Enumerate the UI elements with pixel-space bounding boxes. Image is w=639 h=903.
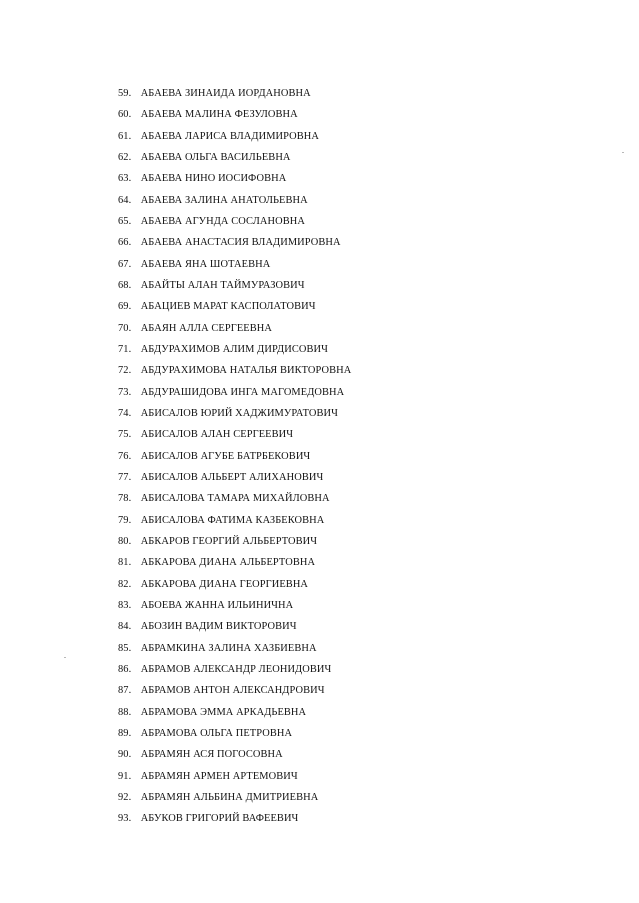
person-full-name: АБОЕВА ЖАННА ИЛЬИНИЧНА	[140, 599, 294, 611]
list-item	[118, 385, 351, 406]
item-number: 81.	[118, 557, 132, 569]
person-full-name: АБАЕВА АГУНДА СОСЛАНОВНА	[140, 215, 305, 227]
numbered-name-list	[118, 86, 351, 832]
list-item	[118, 342, 351, 363]
item-number: 65.	[118, 215, 132, 227]
item-number: 69.	[118, 301, 132, 313]
person-full-name: АБДУРАХИМОВА НАТАЛЬЯ ВИКТОРОВНА	[140, 365, 352, 377]
person-full-name: АБОЗИН ВАДИМ ВИКТОРОВИЧ	[140, 621, 297, 633]
scan-speck	[622, 152, 624, 153]
person-full-name: АБРАМОВА ОЛЬГА ПЕТРОВНА	[140, 727, 293, 739]
item-number: 61.	[118, 130, 132, 142]
list-item	[118, 449, 351, 470]
scan-speck	[64, 657, 66, 658]
list-item	[118, 726, 351, 747]
item-number: 77.	[118, 471, 132, 483]
item-number: 64.	[118, 194, 132, 206]
item-number: 88.	[118, 706, 132, 718]
item-number: 89.	[118, 727, 132, 739]
list-item	[118, 363, 351, 384]
list-item	[118, 491, 351, 512]
list-item	[118, 790, 351, 811]
item-number: 80.	[118, 535, 132, 547]
item-number: 68.	[118, 279, 132, 291]
item-number: 86.	[118, 663, 132, 675]
item-number: 59.	[118, 88, 132, 99]
person-full-name: АБАЦИЕВ МАРАТ КАСПОЛАТОВИЧ	[140, 301, 316, 313]
list-item	[118, 427, 351, 448]
person-full-name: АБИСАЛОВ АГУБЕ БАТРБЕКОВИЧ	[140, 450, 311, 462]
person-full-name: АБУКОВ ГРИГОРИЙ ВАФЕЕВИЧ	[140, 813, 299, 825]
list-item	[118, 705, 351, 726]
person-full-name: АБАЕВА ЗИНАИДА ИОРДАНОВНА	[140, 88, 311, 99]
item-number: 87.	[118, 685, 132, 697]
person-full-name: АБАЙТЫ АЛАН ТАЙМУРАЗОВИЧ	[140, 279, 305, 291]
person-full-name: АБИСАЛОВА ФАТИМА КАЗБЕКОВНА	[140, 514, 325, 526]
list-item	[118, 214, 351, 235]
person-full-name: АБРАМЯН АЛЬБИНА ДМИТРИЕВНА	[140, 791, 319, 803]
person-full-name: АБИСАЛОВА ТАМАРА МИХАЙЛОВНА	[140, 493, 330, 505]
person-full-name: АБРАМЯН АСЯ ПОГОСОВНА	[140, 749, 283, 761]
list-item	[118, 257, 351, 278]
item-number: 84.	[118, 621, 132, 633]
person-full-name: АБРАМОВ АНТОН АЛЕКСАНДРОВИЧ	[140, 685, 325, 697]
person-full-name: АБИСАЛОВ АЛАН СЕРГЕЕВИЧ	[140, 429, 294, 441]
item-number: 67.	[118, 258, 132, 270]
person-full-name: АБДУРАХИМОВ АЛИМ ДИРДИСОВИЧ	[140, 343, 328, 355]
item-number: 76.	[118, 450, 132, 462]
item-number: 75.	[118, 429, 132, 441]
list-item	[118, 641, 351, 662]
list-item	[118, 299, 351, 320]
list-item	[118, 619, 351, 640]
item-number: 63.	[118, 173, 132, 185]
person-full-name: АБДУРАШИДОВА ИНГА МАГОМЕДОВНА	[140, 386, 345, 398]
list-item	[118, 150, 351, 171]
list-item	[118, 662, 351, 683]
list-item	[118, 321, 351, 342]
list-item	[118, 129, 351, 150]
list-item	[118, 193, 351, 214]
person-full-name: АБИСАЛОВ АЛЬБЕРТ АЛИХАНОВИЧ	[140, 471, 324, 483]
person-full-name: АБАЕВА ЯНА ШОТАЕВНА	[140, 258, 271, 270]
item-number: 79.	[118, 514, 132, 526]
person-full-name: АБАЕВА НИНО ИОСИФОВНА	[140, 173, 287, 185]
item-number: 71.	[118, 343, 132, 355]
list-item	[118, 534, 351, 555]
person-full-name: АБРАМЯН АРМЕН АРТЕМОВИЧ	[140, 770, 298, 782]
person-full-name: АБРАМОВ АЛЕКСАНДР ЛЕОНИДОВИЧ	[140, 663, 332, 675]
list-item	[118, 747, 351, 768]
item-number: 92.	[118, 791, 132, 803]
item-number: 74.	[118, 407, 132, 419]
list-item	[118, 598, 351, 619]
item-number: 70.	[118, 322, 132, 334]
item-number: 62.	[118, 151, 132, 163]
item-number: 78.	[118, 493, 132, 505]
list-item	[118, 235, 351, 256]
person-full-name: АБКАРОВА ДИАНА АЛЬБЕРТОВНА	[140, 557, 316, 569]
person-full-name: АБАЕВА ЗАЛИНА АНАТОЛЬЕВНА	[140, 194, 308, 206]
list-item	[118, 555, 351, 576]
list-item	[118, 513, 351, 534]
item-number: 82.	[118, 578, 132, 590]
list-item	[118, 107, 351, 128]
list-item	[118, 811, 351, 832]
person-full-name: АБАЕВА АНАСТАСИЯ ВЛАДИМИРОВНА	[140, 237, 341, 249]
person-full-name: АБРАМОВА ЭММА АРКАДЬЕВНА	[140, 706, 307, 718]
item-number: 83.	[118, 599, 132, 611]
item-number: 73.	[118, 386, 132, 398]
person-full-name: АБИСАЛОВ ЮРИЙ ХАДЖИМУРАТОВИЧ	[140, 407, 338, 419]
item-number: 85.	[118, 642, 132, 654]
list-item	[118, 470, 351, 491]
person-full-name: АБКАРОВ ГЕОРГИЙ АЛЬБЕРТОВИЧ	[140, 535, 318, 547]
list-item	[118, 86, 351, 107]
list-item	[118, 406, 351, 427]
person-full-name: АБРАМКИНА ЗАЛИНА ХАЗБИЕВНА	[140, 642, 317, 654]
item-number: 93.	[118, 813, 132, 825]
item-number: 66.	[118, 237, 132, 249]
item-number: 91.	[118, 770, 132, 782]
list-item	[118, 683, 351, 704]
person-full-name: АБАЕВА ОЛЬГА ВАСИЛЬЕВНА	[140, 151, 291, 163]
item-number: 60.	[118, 109, 132, 121]
list-item	[118, 769, 351, 790]
item-number: 72.	[118, 365, 132, 377]
person-full-name: АБАЕВА МАЛИНА ФЕЗУЛОВНА	[140, 109, 298, 121]
list-item	[118, 171, 351, 192]
person-full-name: АБАЯН АЛЛА СЕРГЕЕВНА	[140, 322, 272, 334]
item-number: 90.	[118, 749, 132, 761]
person-full-name: АБКАРОВА ДИАНА ГЕОРГИЕВНА	[140, 578, 309, 590]
list-item	[118, 278, 351, 299]
person-full-name: АБАЕВА ЛАРИСА ВЛАДИМИРОВНА	[140, 130, 319, 142]
list-item	[118, 577, 351, 598]
